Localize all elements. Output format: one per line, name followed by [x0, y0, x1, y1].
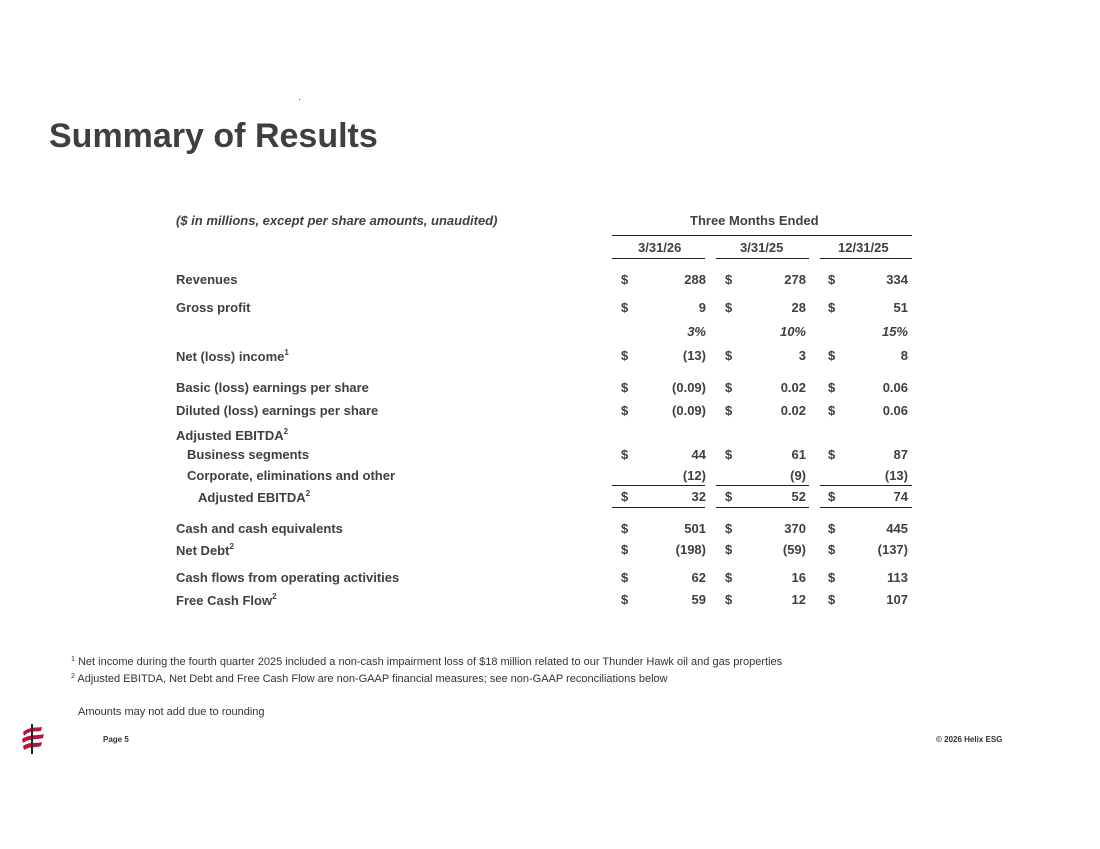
cell-cash-col3: 445 — [886, 521, 908, 536]
cell-cfo-col2: 16 — [791, 570, 806, 585]
currency-symbol: $ — [725, 447, 733, 462]
column-rule-1 — [612, 258, 705, 259]
currency-symbol: $ — [828, 447, 836, 462]
currency-symbol: $ — [621, 348, 629, 363]
decorative-dot — [299, 99, 300, 100]
column-header-q1-26: 3/31/26 — [638, 240, 682, 255]
footnote-1 — [71, 656, 782, 668]
cell-gross-profit-col3: 51 — [893, 300, 908, 315]
cell-diluted-eps-col2: 0.02 — [780, 403, 806, 418]
row-label-net-income: Net (loss) income$^1$ — [176, 348, 289, 364]
currency-symbol: $ — [725, 272, 733, 287]
cell-cash-col1: 501 — [684, 521, 706, 536]
currency-symbol: $ — [828, 380, 836, 395]
column-header-q4-25: 12/31/25 — [838, 240, 889, 255]
cell-business-segments-col1: 44 — [691, 447, 706, 462]
page-number: Page 5 — [103, 735, 129, 744]
cell-cfo-col1: 62 — [691, 570, 706, 585]
currency-symbol: $ — [621, 592, 629, 607]
subtotal-top-rule — [820, 485, 912, 486]
currency-symbol: $ — [828, 542, 836, 557]
cell-business-segments-col3: 87 — [893, 447, 908, 462]
currency-symbol: $ — [725, 592, 733, 607]
cell-corporate-col1: (12) — [682, 468, 706, 483]
currency-symbol: $ — [828, 348, 836, 363]
row-label-cash: Cash and cash equivalents — [176, 521, 343, 536]
group-header: Three Months Ended — [690, 213, 819, 228]
units-note: ($ in millions, except per share amounts, unaudited) — [176, 213, 498, 228]
cell-adj-ebitda-total-col2: 52 — [791, 489, 806, 504]
copyright: © 2026 Helix ESG — [936, 735, 1003, 744]
currency-symbol: $ — [828, 403, 836, 418]
cell-net-debt-col1: (198) — [675, 542, 706, 557]
cell-basic-eps-col3: 0.06 — [882, 380, 908, 395]
currency-symbol: $ — [828, 521, 836, 536]
cell-diluted-eps-col1: (0.09) — [672, 403, 706, 418]
column-header-q1-25: 3/31/25 — [740, 240, 784, 255]
currency-symbol: $ — [828, 300, 836, 315]
cell-adj-ebitda-total-col3: 74 — [893, 489, 908, 504]
subtotal-bottom-rule — [612, 507, 705, 508]
footnote-2-marker: 2 — [71, 673, 75, 680]
footnote-1-text: Net income during the fourth quarter 2025 included a non-cash impairment loss of $18 million related to our Thunder Hawk oil and gas properties — [77, 656, 783, 668]
amounts-note: Amounts may not add due to rounding — [78, 706, 265, 718]
cell-cash-col2: 370 — [784, 521, 806, 536]
page-title: Summary of Results — [49, 117, 378, 155]
currency-symbol: $ — [725, 403, 733, 418]
cell-cfo-col3: 113 — [887, 570, 908, 585]
cell-revenues-col1: 288 — [684, 272, 706, 287]
footnote-1-marker: 1 — [71, 656, 75, 663]
currency-symbol: $ — [828, 592, 836, 607]
cell-corporate-col3: (13) — [884, 468, 908, 483]
row-label-adj-ebitda-header: Adjusted EBITDA$^2$ — [176, 427, 289, 443]
cell-net-debt-col2: (59) — [782, 542, 806, 557]
cell-business-segments-col2: 61 — [791, 447, 806, 462]
row-label-revenues: Revenues — [176, 272, 238, 287]
helix-logo-icon — [20, 723, 46, 760]
group-header-rule — [612, 235, 912, 236]
currency-symbol: $ — [725, 300, 733, 315]
currency-symbol: $ — [621, 272, 629, 287]
cell-gross-profit-col1: 9 — [698, 300, 706, 315]
row-label-gross-profit: Gross profit — [176, 300, 251, 315]
currency-symbol: $ — [621, 403, 629, 418]
cell-gross-margin-col2: 10% — [779, 324, 806, 339]
footnote-ref: 2 — [229, 542, 234, 551]
cell-diluted-eps-col3: 0.06 — [882, 403, 908, 418]
cell-net-income-col1: (13) — [682, 348, 706, 363]
cell-fcf-col2: 12 — [791, 592, 806, 607]
footnote-ref: 1 — [284, 348, 289, 357]
cell-corporate-col2: (9) — [790, 468, 806, 483]
cell-fcf-col1: 59 — [691, 592, 706, 607]
currency-symbol: $ — [621, 380, 629, 395]
currency-symbol: $ — [621, 542, 629, 557]
currency-symbol: $ — [828, 570, 836, 585]
row-label-corporate: Corporate, eliminations and other — [187, 468, 396, 483]
row-label-adj-ebitda-total: Adjusted EBITDA$^2$ — [198, 489, 311, 505]
currency-symbol: $ — [828, 489, 836, 504]
footnote-2 — [71, 673, 668, 685]
footnote-ref: 2 — [305, 489, 311, 498]
subtotal-bottom-rule — [716, 507, 809, 508]
currency-symbol: $ — [725, 542, 733, 557]
row-label-basic-eps: Basic (loss) earnings per share — [176, 380, 369, 395]
cell-gross-margin-col3: 15% — [881, 324, 908, 339]
cell-gross-profit-col2: 28 — [791, 300, 806, 315]
currency-symbol: $ — [621, 300, 629, 315]
cell-revenues-col2: 278 — [784, 272, 806, 287]
currency-symbol: $ — [621, 521, 629, 536]
currency-symbol: $ — [621, 489, 629, 504]
currency-symbol: $ — [725, 380, 733, 395]
subtotal-bottom-rule — [820, 507, 912, 508]
subtotal-top-rule — [716, 485, 809, 486]
cell-gross-margin-col1: 3% — [687, 324, 706, 339]
cell-revenues-col3: 334 — [886, 272, 908, 287]
subtotal-top-rule — [612, 485, 705, 486]
cell-net-income-col2: 3 — [798, 348, 806, 363]
currency-symbol: $ — [725, 521, 733, 536]
cell-basic-eps-col2: 0.02 — [780, 380, 806, 395]
row-label-diluted-eps: Diluted (loss) earnings per share — [176, 403, 379, 418]
cell-basic-eps-col1: (0.09) — [672, 380, 706, 395]
row-label-net-debt: Net Debt$^2$ — [176, 542, 234, 558]
currency-symbol: $ — [725, 570, 733, 585]
footnote-2-text: Adjusted EBITDA, Net Debt and Free Cash Flow are non-GAAP financial measures; see non-GAAP reconciliations below — [77, 673, 668, 685]
footnote-ref: 2 — [272, 592, 277, 601]
currency-symbol: $ — [621, 447, 629, 462]
column-rule-2 — [716, 258, 809, 259]
currency-symbol: $ — [828, 272, 836, 287]
row-label-cfo: Cash flows from operating activities — [176, 570, 400, 585]
cell-fcf-col3: 107 — [886, 592, 908, 607]
row-label-business-segments: Business segments — [187, 447, 310, 462]
cell-net-debt-col3: (137) — [877, 542, 908, 557]
currency-symbol: $ — [621, 570, 629, 585]
currency-symbol: $ — [725, 489, 733, 504]
cell-adj-ebitda-total-col1: 32 — [691, 489, 706, 504]
cell-net-income-col3: 8 — [900, 348, 908, 363]
row-label-fcf: Free Cash Flow$^2$ — [176, 592, 277, 608]
footnote-ref: 2 — [283, 427, 289, 436]
currency-symbol: $ — [725, 348, 733, 363]
column-rule-3 — [820, 258, 912, 259]
